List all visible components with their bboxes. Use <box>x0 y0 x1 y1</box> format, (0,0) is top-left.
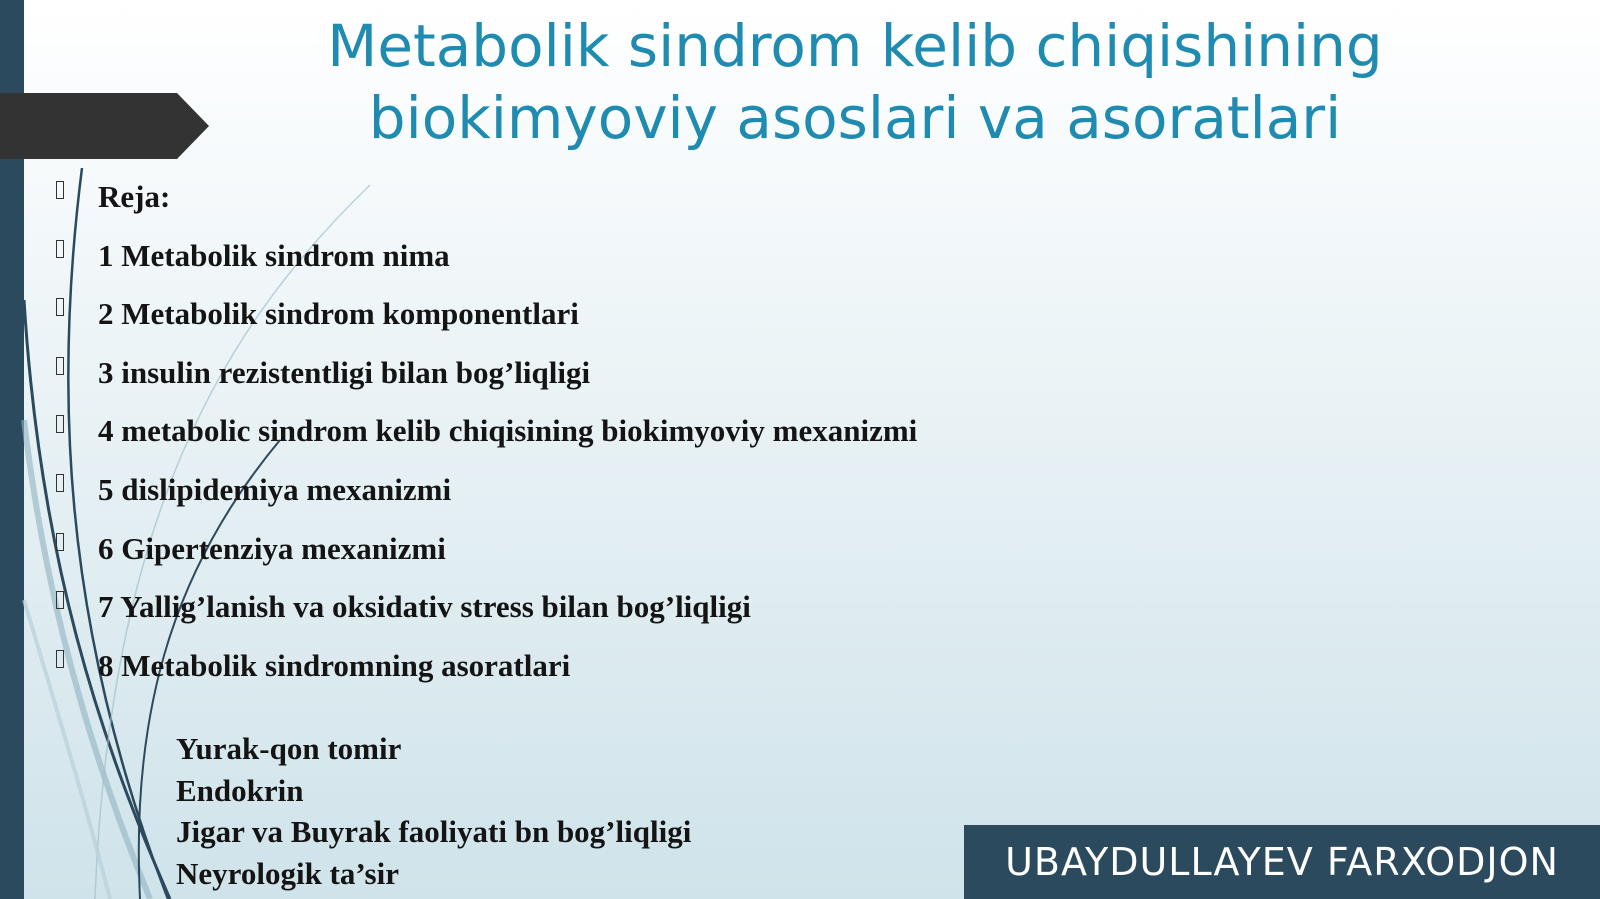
bullet-icon <box>56 240 64 258</box>
sub-item: Yurak-qon tomir <box>176 731 402 766</box>
bullet-icon <box>56 415 64 433</box>
plan-item-text: 7 Yallig’lanish va oksidativ stress bilan bog’liqligi <box>98 589 751 625</box>
bullet-icon <box>56 591 64 609</box>
sub-item: Neyrologik ta’sir <box>176 855 399 891</box>
bullet-icon <box>56 650 64 668</box>
plan-item <box>56 578 917 637</box>
plan-item <box>56 227 917 286</box>
plan-item-text: 6 Gipertenziya mexanizmi <box>98 530 446 566</box>
plan-list <box>56 168 917 695</box>
bullet-icon <box>56 474 64 492</box>
plan-item <box>56 520 917 579</box>
plan-item <box>56 168 917 227</box>
sub-item: Jigar va Buyrak faoliyati bn bog’liqligi <box>176 814 692 849</box>
plan-item <box>56 344 917 403</box>
plan-item <box>56 285 917 344</box>
plan-item-text: 2 Metabolik sindrom komponentlari <box>98 296 579 332</box>
slide-title-line-1: Metabolik sindrom kelib chiqishining <box>327 12 1383 80</box>
arrow-tab-shape <box>0 93 209 159</box>
bullet-icon <box>56 181 64 199</box>
plan-item-text: 3 insulin rezistentligi bilan bog’liqligi <box>98 354 591 390</box>
slide-title-line-2: biokimyoviy asoslari va asoratlari <box>368 84 1342 152</box>
plan-item-text: 8 Metabolik sindromning asoratlari <box>98 647 571 683</box>
plan-item-text: 1 Metabolik sindrom nima <box>98 237 450 273</box>
plan-item-text: 5 dislipidemiya mexanizmi <box>98 471 452 507</box>
plan-item <box>56 402 917 461</box>
plan-item-text: 4 metabolic sindrom kelib chiqisining biokimyoviy mexanizmi <box>98 413 918 449</box>
bullet-icon <box>56 357 64 375</box>
plan-item-text: Reja: <box>98 179 171 214</box>
author-banner: UBAYDULLAYEV FARXODJON <box>964 825 1600 899</box>
plan-item <box>56 461 917 520</box>
bullet-icon <box>56 533 64 551</box>
plan-item <box>56 637 917 696</box>
complications-sublist <box>176 728 691 894</box>
bullet-icon <box>56 298 64 316</box>
sub-item: Endokrin <box>176 772 304 808</box>
slide-title <box>300 10 1410 154</box>
